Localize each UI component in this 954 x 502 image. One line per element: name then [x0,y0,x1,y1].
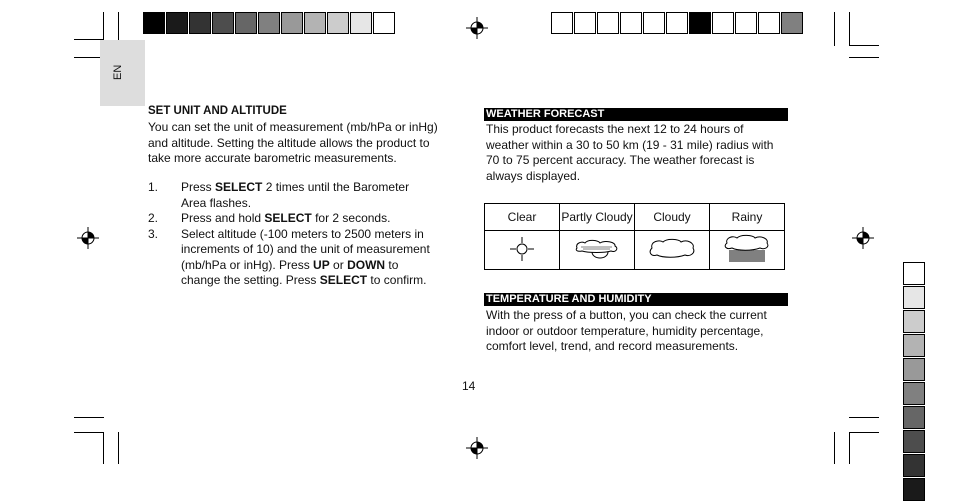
steps-list [148,180,448,289]
color-swatch [143,12,165,34]
step-item [148,227,448,289]
color-swatch [903,334,925,357]
text-line: With the press of a button, you can check the current [486,308,767,322]
sun-icon [507,234,537,264]
step-text: Select altitude (-100 meters to 2500 meters in [181,226,424,241]
page-number: 14 [462,379,476,393]
text-line: always displayed. [486,168,581,183]
crop-mark [834,12,835,46]
step-line [181,258,448,274]
registration-mark-icon [77,227,99,249]
step-number: 3. [148,226,159,241]
crop-mark [849,57,879,58]
forecast-cell-rainy [710,231,785,270]
text-line: 70 to 75 percent accuracy. The weather forecast is [486,153,755,167]
step-text: (mb/hPa or inHg). Press [181,257,314,272]
text-line: indoor or outdoor temperature, humidity percentage, [486,323,764,338]
color-swatch [597,12,619,34]
crop-mark [834,432,835,464]
color-swatch [903,430,925,453]
color-swatch [903,262,925,285]
text-line: and altitude. Setting the altitude allows the product to [148,135,430,150]
registration-mark-icon [466,437,488,459]
text-line: comfort level, trend, and record measurements. [486,339,739,353]
section-heading: SET UNIT AND ALTITUDE [148,105,287,117]
step-line [181,211,448,227]
forecast-label-clear: Clear [485,204,560,231]
color-swatch [166,12,188,34]
grayscale-swatch-bar [143,12,396,34]
registration-mark-icon [466,17,488,39]
text-line: This product forecasts the next 12 to 24 hours of [486,122,744,136]
language-label: EN [112,64,124,80]
button-keyword: SELECT [264,211,312,225]
step-text: Area flashes. [181,195,252,210]
text-line: take more accurate barometric measurements. [148,151,397,165]
temperature-humidity-heading: TEMPERATURE AND HUMIDITY [484,293,788,306]
color-swatch [903,454,925,477]
step-line [181,196,448,212]
rain-icon [722,233,772,265]
swatch-bar [551,12,804,34]
text-line: You can set the unit of measurement (mb/hPa or inHg) [148,120,438,134]
color-swatch [712,12,734,34]
step-text: for 2 seconds. [311,211,391,225]
crop-mark [849,12,850,46]
button-keyword: DOWN [347,257,386,272]
color-swatch [258,12,280,34]
partly-cloudy-icon [572,236,622,262]
color-swatch [781,12,803,34]
color-swatch [235,12,257,34]
step-line [181,227,448,243]
forecast-label-partly-cloudy: Partly Cloudy [560,204,635,231]
color-swatch [903,382,925,405]
step-text: increments of 10) and the unit of measurement [181,242,430,256]
set-unit-intro [148,120,448,167]
forecast-table [484,203,785,270]
text-line: weather within a 30 to 50 km (19 - 31 mile) radius with [486,137,774,152]
crop-mark [74,417,104,418]
color-swatch [574,12,596,34]
crop-mark [103,432,104,464]
step-item [148,180,448,211]
color-swatch [903,286,925,309]
button-keyword: SELECT [215,180,263,194]
step-text: Press and hold [181,211,265,225]
crop-mark [74,432,104,433]
step-number: 1. [148,180,159,194]
crop-mark [849,417,879,418]
temperature-humidity-text [486,308,791,355]
color-swatch [350,12,372,34]
registration-mark-icon [852,227,874,249]
color-swatch [212,12,234,34]
forecast-label-rainy: Rainy [710,204,785,231]
color-swatch [689,12,711,34]
weather-forecast-heading: WEATHER FORECAST [484,108,788,121]
step-text: to confirm. [367,273,427,287]
step-text: or [329,257,348,272]
color-swatch [620,12,642,34]
step-text: 2 times until the Barometer [262,180,410,194]
side-grayscale-swatch-bar [903,262,925,502]
color-swatch [643,12,665,34]
crop-mark [849,432,879,433]
forecast-cell-cloudy [635,231,710,270]
step-text: Press [181,180,216,194]
crop-mark [118,432,119,464]
cloud-icon [647,236,697,262]
color-swatch [304,12,326,34]
step-text: change the setting. Press [181,273,320,287]
forecast-cell-clear [485,231,560,270]
crop-mark [849,432,850,464]
color-swatch [666,12,688,34]
weather-forecast-text [486,122,791,184]
color-swatch [373,12,395,34]
color-swatch [735,12,757,34]
language-tab [100,40,145,106]
color-swatch [327,12,349,34]
color-swatch [903,310,925,333]
step-number: 2. [148,211,159,225]
step-text: to [385,257,399,272]
step-item [148,211,448,227]
color-swatch [758,12,780,34]
color-swatch [551,12,573,34]
color-swatch [189,12,211,34]
button-keyword: SELECT [319,273,368,287]
color-swatch [903,406,925,429]
color-swatch [281,12,303,34]
step-line [181,273,448,289]
forecast-label-cloudy: Cloudy [635,204,710,231]
color-swatch [903,478,925,501]
color-swatch [903,358,925,381]
step-line [181,180,448,196]
step-line [181,242,448,258]
crop-mark [849,45,879,46]
forecast-cell-partly-cloudy [560,231,635,270]
button-keyword: UP [313,257,330,272]
